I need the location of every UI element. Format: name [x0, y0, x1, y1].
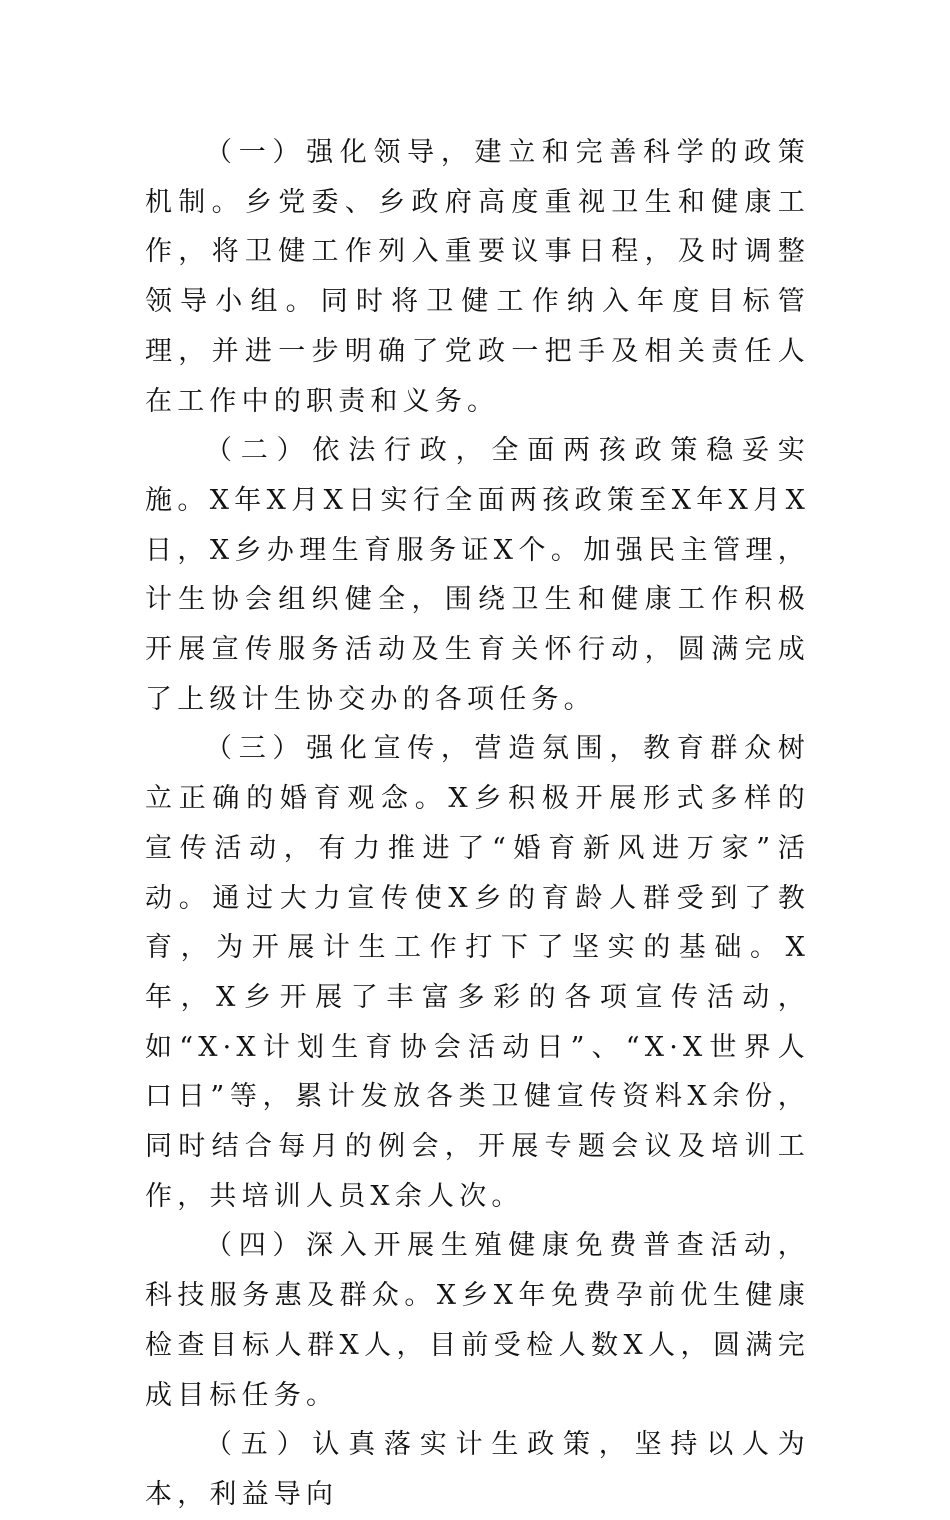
paragraph-2: （二）依法行政，全面两孩政策稳妥实施。X年X月X日实行全面两孩政策至X年X月X日，X乡办理生育服务证X个。加强民主管理，计生协会组织健全，围绕卫生和健康工作积极开展宣传服务活动及生育关怀行动，圆满完成了上级计生协交办的各项任务。 — [145, 435, 810, 715]
paragraph-3: （三）强化宣传，营造氛围，教育群众树立正确的婚育观念。X乡积极开展形式多样的宣传活动，有力推进了“婚育新风进万家”活动。通过大力宣传使X乡的育龄人群受到了教育，为开展计生工作打下了坚实的基础。X年，X乡开展了丰富多彩的各项宣传活动，如“X·X计划生育协会活动日”、“X·X世界人口日”等，累计发放各类卫健宣传资料X余份，同时结合每月的例会，开展专题会议及培训工作，共培训人员X余人次。 — [145, 733, 810, 1212]
paragraph-4: （四）深入开展生殖健康免费普查活动，科技服务惠及群众。X乡X年免费孕前优生健康检查目标人群X人，目前受检人数X人，圆满完成目标任务。 — [145, 1230, 810, 1411]
paragraph-1: （一）强化领导，建立和完善科学的政策机制。乡党委、乡政府高度重视卫生和健康工作，将卫健工作列入重要议事日程，及时调整领导小组。同时将卫健工作纳入年度目标管理，并进一步明确了党政一把手及相关责任人在工作中的职责和义务。 — [145, 137, 810, 417]
paragraph-5: （五）认真落实计生政策，坚持以人为本，利益导向 — [145, 1429, 810, 1510]
document-body — [145, 128, 810, 1520]
